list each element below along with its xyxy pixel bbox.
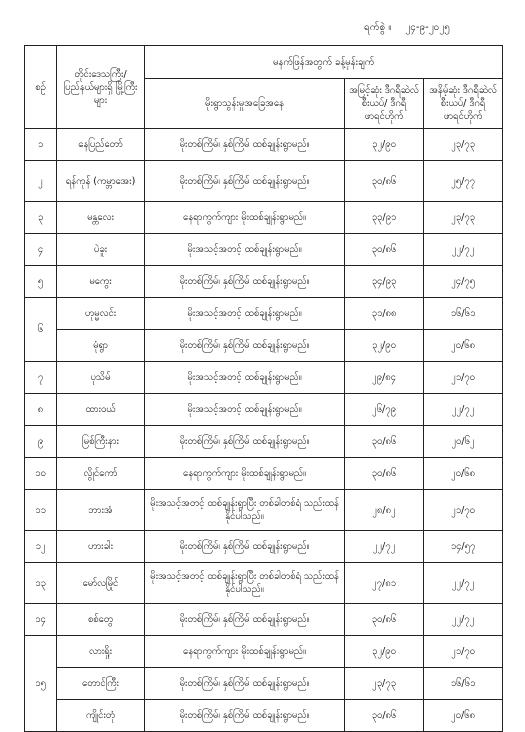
city-name: စစ်တွေ	[57, 604, 145, 636]
max-temp: ၃၀/၈၆	[345, 458, 424, 490]
table-row	[25, 604, 503, 636]
row-number: ၁၄	[25, 604, 57, 636]
max-temp: ၂၇/၈၁	[345, 563, 424, 604]
rain-condition: နေရာကွက်ကျား မိုးထစ်ချုန်းရွာမည်။	[145, 202, 345, 234]
city-name: မုံရွာ	[57, 330, 145, 362]
row-number: ၁၂	[25, 531, 57, 563]
row-number: ၄	[25, 234, 57, 266]
min-temp: ၂၀/၆၈	[424, 458, 503, 490]
row-number: ၇	[25, 362, 57, 394]
row-number: ၃	[25, 202, 57, 234]
max-temp: ၃၂/၉၀	[345, 330, 424, 362]
city-name: လွိုင်ကော်	[57, 458, 145, 490]
min-temp: ၂၁/၇၀	[424, 636, 503, 668]
rain-condition: မိုးတစ်ကြိမ်၊ နှစ်ကြိမ် ထစ်ချုန်းရွာမည်။	[145, 700, 345, 732]
min-temp: ၂၀/၆၈	[424, 700, 503, 732]
table-row	[25, 668, 503, 700]
row-number: ၉	[25, 426, 57, 458]
min-temp: ၂၅/၇၇	[424, 161, 503, 202]
rain-condition: မိုးအသင့်အတင့် ထစ်ချုန်းရွာမည်။	[145, 394, 345, 426]
min-temp: ၁၆/၆၁	[424, 668, 503, 700]
header-condition: မိုးရွာသွန်းမှုအခြေအနေ	[145, 79, 345, 129]
city-name: ရန်ကုန် (ကမ္ဘာအေး)	[57, 161, 145, 202]
min-temp: ၂၃/၇၃	[424, 202, 503, 234]
min-temp: ၂၃/၇၃	[424, 129, 503, 161]
city-name: ဟားခါး	[57, 531, 145, 563]
row-number: ၆	[25, 298, 57, 362]
table-row	[25, 700, 503, 732]
min-temp: ၂၁/၇၀	[424, 362, 503, 394]
row-number: ၁၅	[25, 636, 57, 732]
table-row	[25, 266, 503, 298]
max-temp: ၂၉/၈၄	[345, 362, 424, 394]
date-line	[364, 18, 514, 38]
table-row	[25, 161, 503, 202]
city-name: ပုသိမ်	[57, 362, 145, 394]
max-temp: ၂၆/၇၉	[345, 394, 424, 426]
max-temp: ၂၈/၈၂	[345, 490, 424, 531]
table-row	[25, 234, 503, 266]
table-row	[25, 362, 503, 394]
rain-condition: နေရာကွက်ကျား မိုးထစ်ချုန်းရွာမည်။	[145, 636, 345, 668]
rain-condition: မိုးတစ်ကြိမ်၊ နှစ်ကြိမ် ထစ်ချုန်းရွာမည်။	[145, 161, 345, 202]
header-min-temp: အနိမ့်ဆုံး ဒီဂရီဆဲလ်စီးယပ်/ ဒီဂရီဖာရင်ဟိုက်	[424, 79, 503, 129]
city-name: ထားဝယ်	[57, 394, 145, 426]
header-forecast-group: မနက်ဖြန်အတွက် ခန့်မှန်းချက်	[145, 46, 503, 79]
max-temp: ၃၃/၉၁	[345, 202, 424, 234]
rain-condition: နေရာကွက်ကျား မိုးထစ်ချုန်းရွာမည်။	[145, 458, 345, 490]
min-temp: ၂၂/၇၂	[424, 234, 503, 266]
rain-condition: မိုးတစ်ကြိမ်၊ နှစ်ကြိမ် ထစ်ချုန်းရွာမည်။	[145, 426, 345, 458]
table-row	[25, 426, 503, 458]
max-temp: ၃၁/၈၈	[345, 298, 424, 330]
min-temp: ၂၁/၇၀	[424, 490, 503, 531]
city-name: ဟုမ္မလင်း	[57, 298, 145, 330]
header-max-temp: အမြင့်ဆုံး ဒီဂရီဆဲလ်စီးယပ်/ ဒီဂရီဖာရင်ဟိုက်	[345, 79, 424, 129]
min-temp: ၂၂/၇၂	[424, 604, 503, 636]
rain-condition: မိုးတစ်ကြိမ်၊ နှစ်ကြိမ် ထစ်ချုန်းရွာမည်။	[145, 604, 345, 636]
max-temp: ၂၂/၇၂	[345, 531, 424, 563]
city-name: ကျိုင်းတုံ	[57, 700, 145, 732]
table-row	[25, 563, 503, 604]
max-temp: ၃၀/၈၆	[345, 700, 424, 732]
city-name: မော်လမြိုင်	[57, 563, 145, 604]
date-label: ရက်စွဲ ။	[364, 22, 392, 33]
date-value: ၂၄-၉-၂၀၂၅	[405, 22, 450, 33]
city-name: မကွေး	[57, 266, 145, 298]
rain-condition: မိုးတစ်ကြိမ်၊ နှစ်ကြိမ် ထစ်ချုန်းရွာမည်။	[145, 330, 345, 362]
city-name: မန္တလေး	[57, 202, 145, 234]
rain-condition: မိုးတစ်ကြိမ်၊ နှစ်ကြိမ် ထစ်ချုန်းရွာမည်။	[145, 668, 345, 700]
min-temp: ၁၄/၅၇	[424, 531, 503, 563]
table-row	[25, 202, 503, 234]
table-row	[25, 531, 503, 563]
header-no: စဉ်	[25, 46, 57, 129]
max-temp: ၃၂/၉၀	[345, 129, 424, 161]
max-temp: ၃၄/၉၃	[345, 266, 424, 298]
row-number: ၅	[25, 266, 57, 298]
rain-condition: မိုးအသင့်အတင့် ထစ်ချုန်းရွာမည်။	[145, 298, 345, 330]
max-temp: ၃၂/၉၀	[345, 636, 424, 668]
city-name: တောင်ကြီး	[57, 668, 145, 700]
max-temp: ၃၀/၈၆	[345, 161, 424, 202]
rain-condition: မိုးအသင့်အတင့် ထစ်ချုန်းရွာပြီး တစ်ခါတစ်ရံ သည်းထန်နိုင်ပါသည်။	[145, 490, 345, 531]
max-temp: ၃၀/၈၆	[345, 234, 424, 266]
row-number: ၁၃	[25, 563, 57, 604]
forecast-table	[24, 45, 503, 732]
rain-condition: မိုးတစ်ကြိမ်၊ နှစ်ကြိမ် ထစ်ချုန်းရွာမည်။	[145, 129, 345, 161]
table-row	[25, 394, 503, 426]
min-temp: ၂၂/၇၂	[424, 563, 503, 604]
min-temp: ၂၀/၆၈	[424, 330, 503, 362]
max-temp: ၃၀/၈၆	[345, 426, 424, 458]
min-temp: ၂၀/၆၂	[424, 426, 503, 458]
city-name: နေပြည်တော်	[57, 129, 145, 161]
table-row	[25, 490, 503, 531]
city-name: မြစ်ကြီးနား	[57, 426, 145, 458]
header-region: တိုင်းဒေသကြီး/ ပြည်နယ်များရှိ မြို့ကြီးများ	[57, 46, 145, 129]
row-number: ၁၁	[25, 490, 57, 531]
city-name: ဘားအံ	[57, 490, 145, 531]
rain-condition: မိုးအသင့်အတင့် ထစ်ချုန်းရွာမည်။	[145, 362, 345, 394]
max-temp: ၂၃/၇၃	[345, 668, 424, 700]
rain-condition: မိုးတစ်ကြိမ်၊ နှစ်ကြိမ် ထစ်ချုန်းရွာမည်။	[145, 266, 345, 298]
min-temp: ၁၆/၆၁	[424, 298, 503, 330]
table-row	[25, 298, 503, 330]
city-name: လားရှိုး	[57, 636, 145, 668]
row-number: ၈	[25, 394, 57, 426]
table-row	[25, 330, 503, 362]
rain-condition: မိုးအသင့်အတင့် ထစ်ချုန်းရွာမည်။	[145, 234, 345, 266]
min-temp: ၂၄/၇၅	[424, 266, 503, 298]
table-row	[25, 636, 503, 668]
table-row	[25, 458, 503, 490]
rain-condition: မိုးတစ်ကြိမ်၊ နှစ်ကြိမ် ထစ်ချုန်းရွာမည်။	[145, 531, 345, 563]
max-temp: ၃၀/၈၆	[345, 604, 424, 636]
city-name: ပဲခူး	[57, 234, 145, 266]
row-number: ၂	[25, 161, 57, 202]
row-number: ၁	[25, 129, 57, 161]
rain-condition: မိုးအသင့်အတင့် ထစ်ချုန်းရွာပြီး တစ်ခါတစ်ရံ သည်းထန်နိုင်ပါသည်။	[145, 563, 345, 604]
row-number: ၁၀	[25, 458, 57, 490]
min-temp: ၂၂/၇၂	[424, 394, 503, 426]
table-row	[25, 129, 503, 161]
